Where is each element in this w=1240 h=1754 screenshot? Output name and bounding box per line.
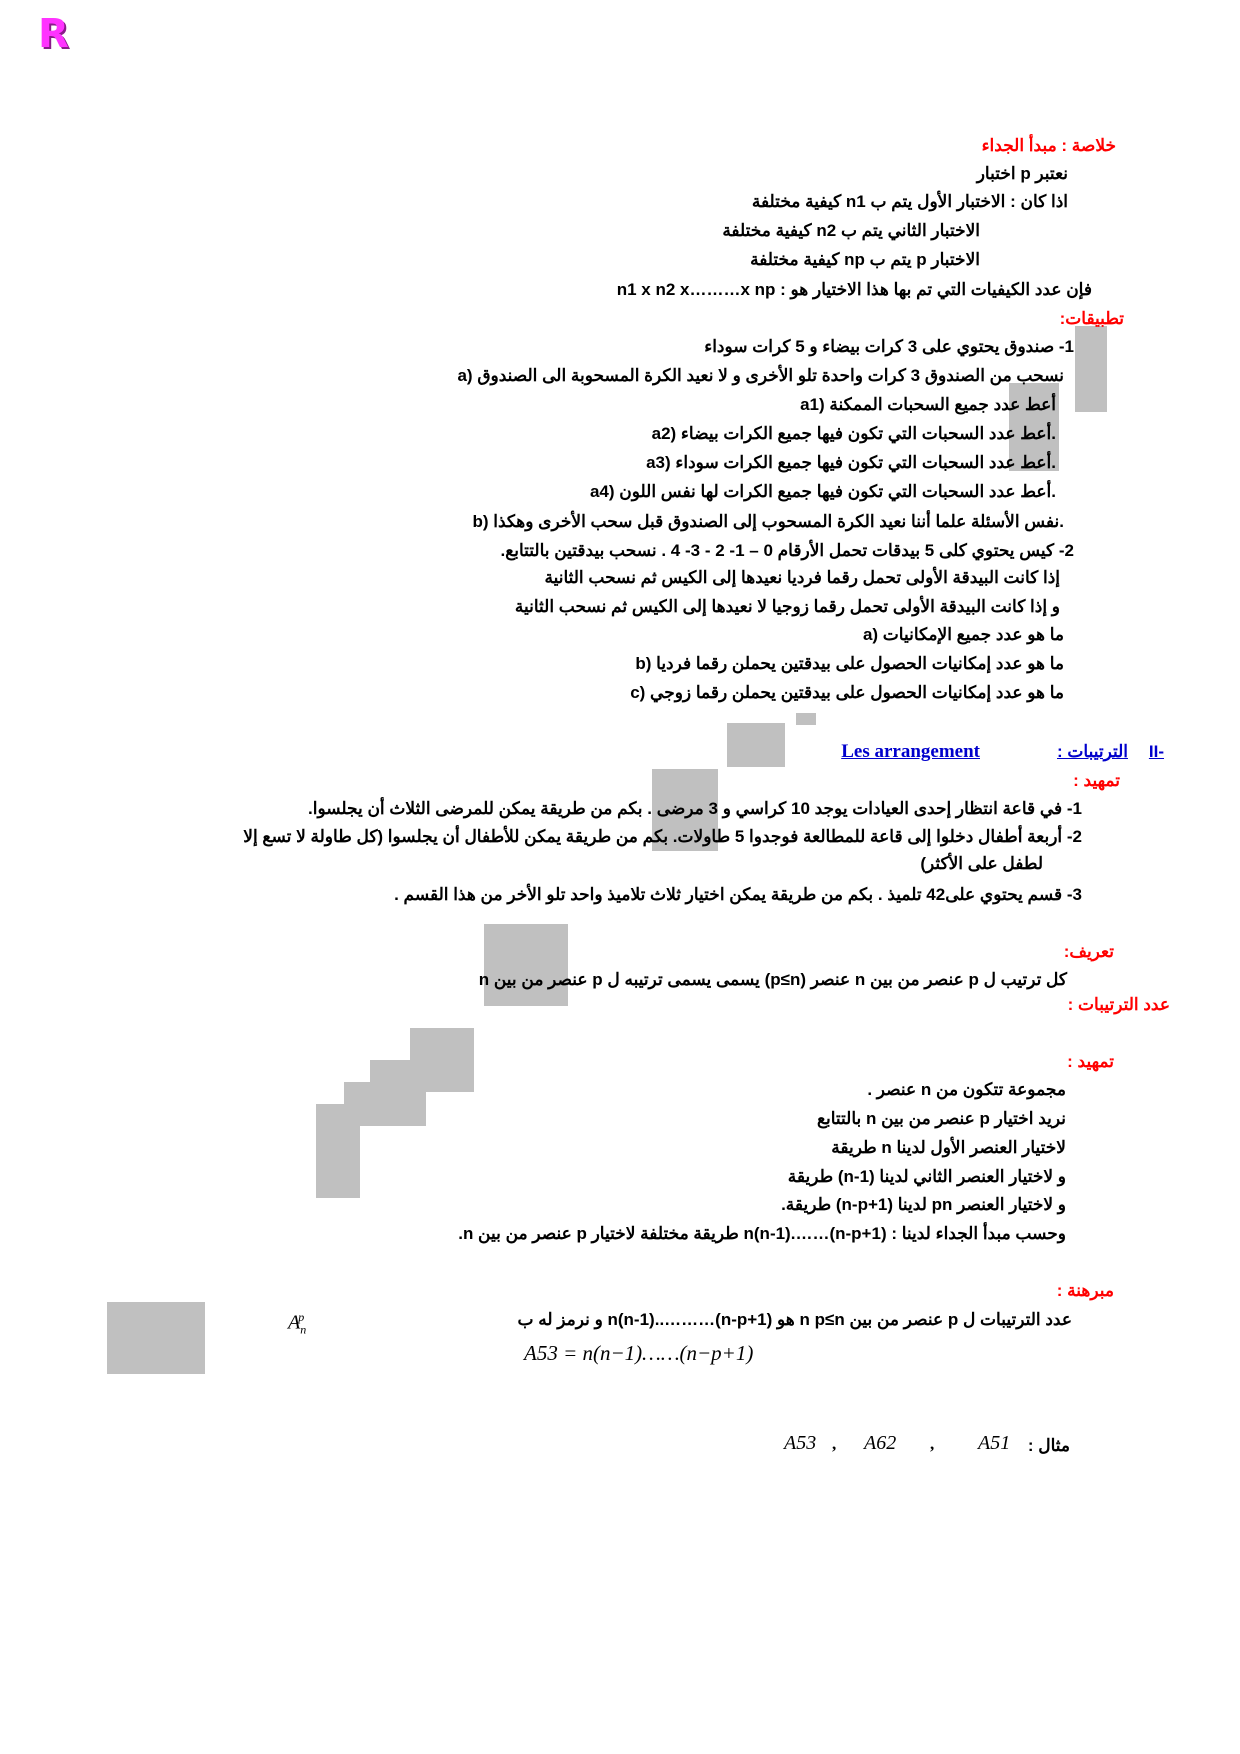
application-line: a4) أعط عدد السحبات التي تكون فيها جميع الكرات لها نفس اللون. bbox=[589, 482, 1056, 501]
gray-block bbox=[1075, 326, 1107, 412]
application-line: b) نفس الأسئلة علما أننا نعيد الكرة المسحوب إلى الصندوق قبل سحب الأخرى وهكذا. bbox=[472, 512, 1064, 531]
logo: R bbox=[38, 11, 69, 57]
application-line: 1- صندوق يحتوي على 3 كرات بيضاء و 5 كرات سوداء bbox=[704, 337, 1074, 356]
application-line: a) نسحب من الصندوق 3 كرات واحدة تلو الأخرى و لا نعيد الكرة المسحوبة الى الصندوق bbox=[457, 366, 1064, 385]
section-number: II- bbox=[1148, 742, 1164, 761]
gray-block bbox=[727, 723, 785, 767]
theorem-notation: $A_n^p$ bbox=[288, 1310, 307, 1337]
gray-block bbox=[796, 713, 816, 725]
definition-text: كل ترتيب ل p عنصر من بين n عنصر (p≤n) يسمى يسمى ترتيبه ل p عنصر من بين n bbox=[478, 970, 1067, 989]
application-line: a3) أعط عدد السحبات التي تكون فيها جميع الكرات سوداء. bbox=[646, 453, 1056, 472]
definition-title: تعريف: bbox=[1063, 942, 1114, 961]
intro2-title: تمهيد : bbox=[1067, 1052, 1114, 1071]
summary-line: الاختبار الثاني يتم ب n2 كيفية مختلفة bbox=[722, 221, 980, 240]
gray-block bbox=[484, 924, 568, 1006]
summary-line: نعتبر p اختبار bbox=[976, 164, 1068, 183]
applications-title: تطبيقات: bbox=[1059, 309, 1124, 328]
section-title-fr: Les arrangement bbox=[841, 741, 980, 762]
example-item: A51 bbox=[978, 1432, 1011, 1454]
count-title: عدد الترتيبات : bbox=[1067, 995, 1170, 1014]
summary-line: الاختبار p يتم ب np كيفية مختلفة bbox=[750, 250, 980, 269]
application-line: و إذا كانت البيدقة الأولى تحمل رقما زوجيا لا نعيدها إلى الكيس ثم نسحب الثانية bbox=[514, 597, 1060, 616]
application-line: a2) أعط عدد السحبات التي تكون فيها جميع الكرات بيضاء. bbox=[651, 424, 1056, 443]
application-line: a1) أعط عدد جميع السحبات الممكنة bbox=[800, 395, 1056, 414]
intro-title: تمهيد : bbox=[1073, 771, 1120, 790]
gray-block bbox=[316, 1104, 360, 1198]
section-title: الترتيبات : bbox=[1057, 742, 1128, 761]
example-label: مثال : bbox=[1027, 1436, 1070, 1455]
intro2-line: نريد اختيار p عنصر من بين n بالتتابع bbox=[816, 1109, 1066, 1128]
application-line: 2- كيس يحتوي كلى 5 بيدقات تحمل الأرقام 0 – 1- 2 - 3- 4 . نسحب بيدقتين بالتتابع. bbox=[500, 541, 1074, 560]
example-item: A53 bbox=[784, 1432, 817, 1454]
application-line: c) ما هو عدد إمكانيات الحصول على بيدقتين يحملن رقما زوجي bbox=[630, 683, 1064, 702]
theorem-title: مبرهنة : bbox=[1056, 1281, 1114, 1300]
intro-line: 2- أربعة أطفال دخلوا إلى قاعة للمطالعة فوجدوا 5 طاولات. بكم من طريقة يمكن للأطفال أن يجلسوا (كل طاولة لا تسع إلا bbox=[243, 827, 1082, 846]
example-separator: , bbox=[930, 1434, 935, 1453]
application-line: إذا كانت البيدقة الأولى تحمل رقما فرديا نعيدها إلى الكيس ثم نسحب الثانية bbox=[544, 568, 1060, 587]
intro-line: لطفل على الأكثر) bbox=[920, 854, 1043, 873]
application-line: a) ما هو عدد جميع الإمكانيات bbox=[862, 625, 1064, 644]
summary-line: اذا كان : الاختبار الأول يتم ب n1 كيفية مختلفة bbox=[751, 192, 1068, 211]
theorem-text: عدد الترتيبات ل p عنصر من بين n p≤n هو (n-p+1)………..n(n-1) و نرمز له ب bbox=[517, 1310, 1072, 1329]
intro2-line: وحسب مبدأ الجداء لدينا : (n-p+1)…….n(n-1) طريقة مختلفة لاختيار p عنصر من بين n. bbox=[458, 1224, 1066, 1243]
summary-line: فإن عدد الكيفيات التي تم بها هذا الاختيار هو : n1 x n2 x………x np bbox=[616, 280, 1092, 299]
intro2-line: و لاختيار العنصر الثاني لدينا (n-1) طريقة bbox=[787, 1167, 1066, 1186]
intro2-line: مجموعة تتكون من n عنصر . bbox=[867, 1080, 1066, 1099]
summary-title: خلاصة : مبدأ الجداء bbox=[981, 136, 1116, 155]
theorem-formula: A53 = n(n−1)……(n−p+1) bbox=[524, 1341, 754, 1365]
intro2-line: و لاختيار العنصر pn لدينا (n-p+1) طريقة. bbox=[781, 1195, 1066, 1214]
application-line: b) ما هو عدد إمكانيات الحصول على بيدقتين يحملن رقما فرديا bbox=[635, 654, 1064, 673]
intro-line: 1- في قاعة انتظار إحدى العيادات يوجد 10 كراسي و 3 مرضى . بكم من طريقة يمكن للمرضى الثلاث أن يجلسوا. bbox=[308, 799, 1082, 818]
example-separator: , bbox=[832, 1434, 837, 1453]
example-item: A62 bbox=[864, 1432, 897, 1454]
gray-block bbox=[107, 1302, 205, 1374]
intro2-line: لاختيار العنصر الأول لدينا n طريقة bbox=[831, 1138, 1066, 1157]
intro-line: 3- قسم يحتوي على42 تلميذ . بكم من طريقة يمكن اختيار ثلاث تلاميذ واحد تلو الأخر من هذا القسم . bbox=[394, 885, 1082, 904]
